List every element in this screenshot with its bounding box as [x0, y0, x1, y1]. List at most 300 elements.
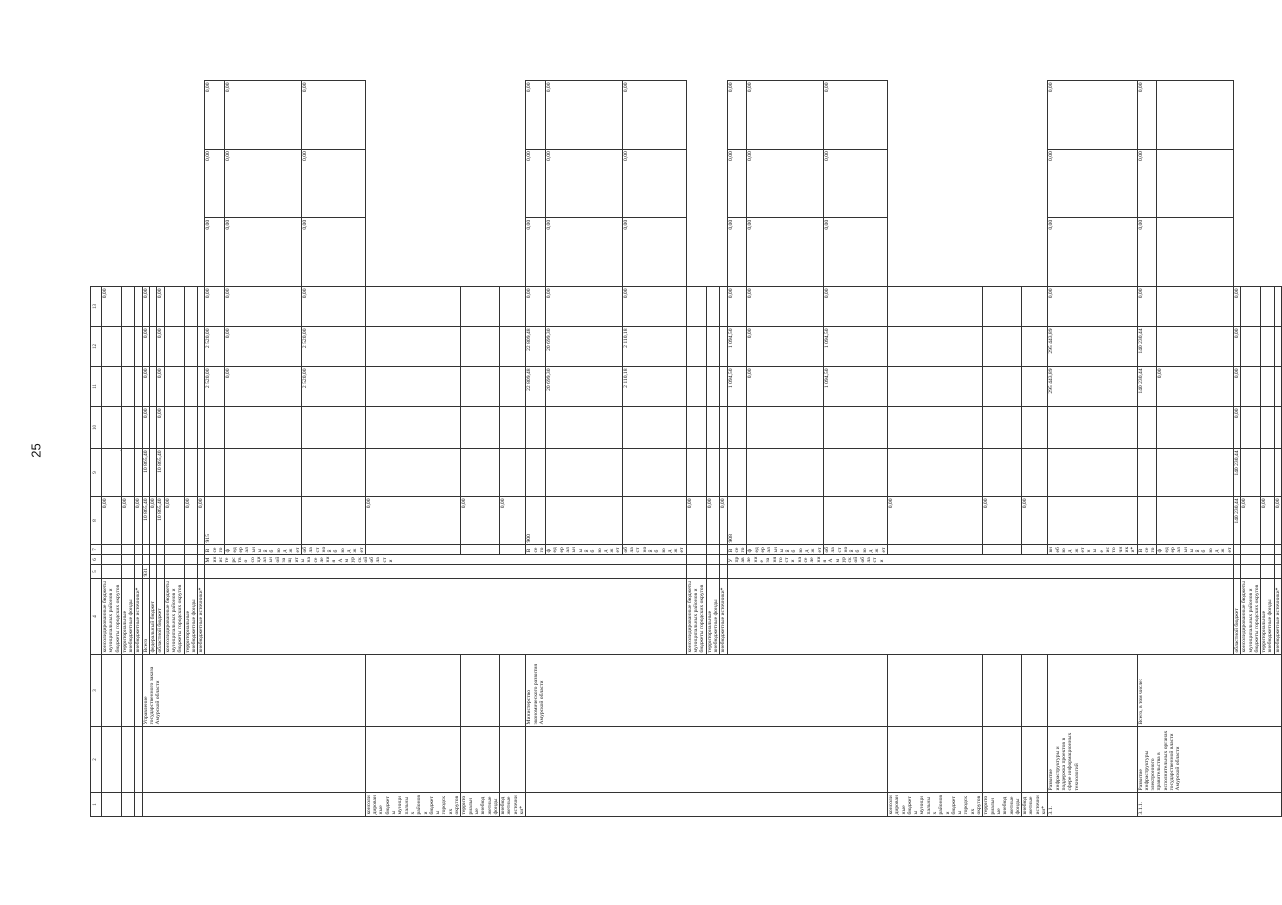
value-cell	[1261, 407, 1275, 449]
column-number: 10	[91, 407, 102, 449]
value-cell: 0,00	[823, 287, 887, 327]
value-cell: 1 094,50	[823, 367, 887, 407]
value-cell	[983, 287, 1022, 327]
value-cell	[1274, 407, 1281, 449]
table-cell	[747, 407, 824, 449]
value-cell: 140 230,44	[1137, 367, 1157, 407]
value-cell	[686, 287, 706, 327]
table-cell	[706, 555, 720, 565]
table-cell	[102, 407, 122, 449]
value-cell	[983, 407, 1022, 449]
value-cell: 0,00	[546, 81, 623, 150]
value-cell: 0,00	[225, 81, 302, 150]
table-cell	[983, 655, 1022, 727]
value-cell: 2 520,00	[205, 367, 225, 407]
table-cell	[1048, 655, 1137, 727]
value-cell: 0,00	[823, 149, 887, 218]
source-label: Всего	[1137, 545, 1157, 555]
value-cell: 0,00	[983, 497, 1022, 545]
table-cell	[135, 727, 142, 793]
table-cell	[121, 727, 135, 793]
value-cell: 295 443,89	[1048, 367, 1137, 407]
table-cell	[198, 545, 205, 555]
agency-name: Министерство социальной защиты населения Амурской области	[205, 555, 686, 565]
value-cell	[1261, 367, 1275, 407]
table-cell	[546, 449, 623, 497]
table-cell	[135, 287, 142, 327]
value-cell: 0,00	[823, 218, 887, 287]
column-number: 7	[91, 545, 102, 555]
value-cell: 0,00	[102, 497, 122, 545]
value-cell: 140 230,44	[1233, 497, 1240, 545]
value-cell	[1157, 218, 1234, 287]
value-cell: 0,00	[157, 407, 164, 449]
agency-code	[622, 497, 686, 545]
table-row	[983, 81, 1022, 817]
table-cell	[887, 545, 982, 555]
value-cell: 0,00	[1233, 367, 1240, 407]
value-cell: 2 520,00	[205, 327, 225, 367]
value-cell	[1157, 287, 1234, 327]
value-cell: 0,00	[225, 287, 302, 327]
table-cell	[1274, 555, 1281, 565]
table-cell	[121, 449, 135, 497]
value-cell	[1274, 449, 1281, 497]
table-cell	[1274, 565, 1281, 579]
value-cell: 2 110,18	[622, 367, 686, 407]
value-cell	[365, 327, 460, 367]
source-label: федеральный бюджет	[1157, 545, 1234, 555]
value-cell: 22 809,48	[526, 327, 546, 367]
value-cell: 0,00	[622, 287, 686, 327]
agency-name: Управление занятости населения Амурской области	[727, 555, 1233, 565]
value-cell	[198, 407, 205, 449]
agency-code	[198, 565, 205, 579]
value-cell: 0,00	[1137, 149, 1157, 218]
table-cell	[686, 545, 706, 555]
value-cell	[887, 327, 982, 367]
value-cell: 10 865,40	[142, 449, 149, 497]
value-cell: 0,00	[1137, 218, 1157, 287]
value-cell	[1022, 327, 1048, 367]
value-cell: 0,00	[546, 218, 623, 287]
column-number: 9	[91, 449, 102, 497]
table-cell	[526, 449, 546, 497]
source-label: внебюджетные источники*	[500, 793, 526, 817]
column-number: 1	[91, 793, 102, 817]
value-cell: 0,00	[225, 367, 302, 407]
table-cell	[1137, 449, 1157, 497]
table-cell	[1241, 545, 1261, 555]
table-cell	[121, 407, 135, 449]
value-cell	[500, 287, 526, 327]
value-cell: 0,00	[205, 287, 225, 327]
column-number: 13	[91, 287, 102, 327]
table-cell	[135, 449, 142, 497]
table-row	[887, 81, 982, 817]
table-cell	[1022, 655, 1048, 727]
table-cell	[142, 545, 149, 555]
source-label: внебюджетные источники*	[198, 579, 205, 655]
value-cell: 20 699,30	[546, 367, 623, 407]
table-cell	[706, 545, 720, 555]
value-cell: 0,00	[102, 287, 122, 327]
table-cell	[135, 367, 142, 407]
source-label: консолидированные бюджеты муниципальных районов и бюджеты городских округов	[887, 793, 982, 817]
column-number: 12	[91, 327, 102, 367]
value-cell: 0,00	[205, 218, 225, 287]
value-cell	[365, 449, 460, 497]
value-cell: 0,00	[747, 81, 824, 150]
value-cell	[720, 327, 727, 367]
column-number: 2	[91, 727, 102, 793]
value-cell: 0,00	[1137, 81, 1157, 150]
source-label: Всего	[526, 545, 546, 555]
table-cell	[301, 407, 365, 449]
value-cell: 0,00	[121, 497, 135, 545]
value-cell	[1261, 449, 1275, 497]
value-cell: 0,00	[157, 327, 164, 367]
value-cell: 0,00	[301, 287, 365, 327]
value-cell	[686, 407, 706, 449]
value-cell	[686, 449, 706, 497]
table-cell	[1048, 449, 1137, 497]
value-cell: 0,00	[1241, 497, 1261, 545]
table-row	[135, 81, 142, 817]
value-cell: 0,00	[1233, 327, 1240, 367]
value-cell	[1274, 327, 1281, 367]
value-cell: 1 094,50	[823, 327, 887, 367]
section-number: 3.1.	[1048, 793, 1137, 817]
value-cell: 2 110,18	[622, 327, 686, 367]
value-cell	[198, 449, 205, 497]
column-number: 8	[91, 497, 102, 545]
value-cell	[983, 327, 1022, 367]
value-cell	[706, 449, 720, 497]
agency-code: 931	[142, 565, 149, 579]
table-body	[91, 81, 1282, 817]
value-cell: 0,00	[727, 287, 747, 327]
value-cell	[720, 287, 727, 327]
table-row	[1022, 81, 1048, 817]
value-cell	[686, 367, 706, 407]
value-cell	[706, 407, 720, 449]
value-cell: 0,00	[500, 497, 526, 545]
value-cell: 2 520,00	[301, 327, 365, 367]
agency-code	[164, 565, 184, 579]
table-cell	[205, 449, 225, 497]
table-cell	[150, 555, 157, 565]
value-cell: 0,00	[622, 149, 686, 218]
value-cell	[150, 287, 157, 327]
agency-code	[747, 497, 824, 545]
value-cell: 0,00	[887, 497, 982, 545]
table-cell	[1261, 545, 1275, 555]
source-label: консолидированные бюджеты муниципальных районов и бюджеты городских округов	[164, 579, 184, 655]
page-number: 25	[28, 443, 44, 458]
value-cell	[1241, 407, 1261, 449]
value-cell	[184, 367, 198, 407]
value-cell: 0,00	[1048, 287, 1137, 327]
table-cell	[121, 565, 135, 579]
value-cell: 0,00	[747, 327, 824, 367]
table-cell	[1157, 407, 1234, 449]
value-cell	[1157, 81, 1234, 150]
value-cell: 0,00	[1233, 287, 1240, 327]
value-cell: 0,00	[1137, 287, 1157, 327]
empty-cell	[526, 727, 888, 793]
value-cell: 10 865,40	[142, 497, 149, 545]
source-label: территориальные внебюджетные фонды	[461, 793, 500, 817]
value-cell: 0,00	[150, 497, 157, 545]
table-cell	[102, 545, 122, 555]
table-cell	[1233, 545, 1240, 555]
value-cell: 0,00	[1048, 149, 1137, 218]
source-label: внебюджетные источники*	[720, 579, 727, 655]
table-cell	[150, 545, 157, 555]
value-cell: 0,00	[622, 218, 686, 287]
table-cell	[157, 545, 164, 555]
table-row	[461, 81, 500, 817]
value-cell	[983, 367, 1022, 407]
empty-cell	[526, 793, 888, 817]
section-name: Развитие инфраструктуры электронного правительства в исполнительных органах государственной власти Амурской области	[1137, 727, 1282, 793]
value-cell	[500, 367, 526, 407]
table-cell	[225, 407, 302, 449]
value-cell	[1274, 367, 1281, 407]
value-cell	[461, 367, 500, 407]
value-cell	[461, 407, 500, 449]
value-cell	[164, 287, 184, 327]
empty-cell	[142, 793, 365, 817]
agency-code	[157, 565, 164, 579]
value-cell	[1261, 327, 1275, 367]
table-row	[365, 81, 460, 817]
value-cell: 0,00	[184, 497, 198, 545]
value-cell: 0,00	[526, 218, 546, 287]
table-row	[1048, 81, 1137, 817]
table-row	[102, 81, 122, 817]
value-cell: 0,00	[727, 149, 747, 218]
table-cell	[461, 655, 500, 727]
value-cell	[198, 287, 205, 327]
table-cell	[727, 449, 747, 497]
table-row	[1137, 81, 1157, 817]
table-cell	[301, 449, 365, 497]
value-cell: 0,00	[720, 497, 727, 545]
table-cell	[225, 449, 302, 497]
agency-code: 908	[727, 497, 747, 545]
rotated-page	[90, 80, 1281, 817]
value-cell	[150, 327, 157, 367]
value-cell: 0,00	[225, 327, 302, 367]
value-cell: 0,00	[622, 81, 686, 150]
source-label: внебюджетные источники*	[1048, 545, 1137, 555]
table-cell	[135, 327, 142, 367]
value-cell: 140 230,44	[1233, 449, 1240, 497]
value-cell: 140 230,44	[1137, 327, 1157, 367]
value-cell	[150, 407, 157, 449]
table-cell	[184, 545, 198, 555]
table-cell	[121, 367, 135, 407]
value-cell	[365, 407, 460, 449]
value-cell	[164, 407, 184, 449]
source-label: Всего	[205, 545, 225, 555]
column-number: 5	[91, 565, 102, 579]
value-cell	[184, 407, 198, 449]
table-cell	[500, 655, 526, 727]
empty-cell	[727, 565, 1233, 579]
value-cell: 0,00	[198, 497, 205, 545]
source-label: областной бюджет	[1233, 579, 1240, 655]
agency-code	[706, 565, 720, 579]
value-cell: 0,00	[546, 149, 623, 218]
table-cell	[622, 407, 686, 449]
value-cell: 0,00	[747, 367, 824, 407]
table-cell	[1241, 565, 1261, 579]
table-cell	[983, 545, 1022, 555]
table-cell	[135, 565, 142, 579]
value-cell: 0,00	[747, 149, 824, 218]
table-cell	[102, 449, 122, 497]
table-cell	[365, 545, 460, 555]
agency-code: 915	[205, 497, 225, 545]
total-including-label: Всего, в том числе:	[1137, 655, 1282, 727]
agency-code	[686, 565, 706, 579]
value-cell	[1241, 367, 1261, 407]
value-cell	[706, 327, 720, 367]
value-cell	[461, 327, 500, 367]
table-cell	[1261, 565, 1275, 579]
value-cell	[1022, 407, 1048, 449]
table-cell	[686, 555, 706, 565]
value-cell	[1274, 287, 1281, 327]
value-cell	[184, 287, 198, 327]
value-cell	[150, 449, 157, 497]
source-label: Всего	[727, 545, 747, 555]
value-cell: 0,00	[747, 218, 824, 287]
agency-code: 900	[526, 497, 546, 545]
value-cell: 0,00	[164, 497, 184, 545]
value-cell: 0,00	[1233, 407, 1240, 449]
table-cell	[1048, 407, 1137, 449]
source-label: областной бюджет	[622, 545, 686, 555]
table-cell	[102, 555, 122, 565]
value-cell: 10 865,40	[157, 449, 164, 497]
table-cell	[102, 793, 122, 817]
table-row	[500, 81, 526, 817]
source-label: территориальные внебюджетные фонды	[983, 793, 1022, 817]
value-cell: 0,00	[546, 287, 623, 327]
value-cell	[1157, 149, 1234, 218]
value-cell: 0,00	[142, 407, 149, 449]
source-label: территориальные внебюджетные фонды	[184, 579, 198, 655]
empty-cell	[205, 579, 686, 655]
value-cell: 0,00	[205, 81, 225, 150]
agency-code	[887, 727, 982, 793]
empty-cell	[142, 727, 365, 793]
table-cell	[102, 367, 122, 407]
table-cell	[1261, 555, 1275, 565]
value-cell: 2 520,00	[301, 367, 365, 407]
value-cell: 0,00	[225, 218, 302, 287]
table-cell	[102, 655, 122, 727]
value-cell: 0,00	[526, 81, 546, 150]
section-number: 3.1.1.	[1137, 793, 1282, 817]
table-cell	[1048, 497, 1137, 545]
agency-code	[225, 497, 302, 545]
table-cell	[1233, 555, 1240, 565]
table-cell	[1022, 545, 1048, 555]
table-cell	[121, 287, 135, 327]
agency-code	[461, 727, 500, 793]
source-label: областной бюджет	[301, 545, 365, 555]
value-cell: 0,00	[142, 327, 149, 367]
value-cell	[198, 327, 205, 367]
value-cell: 0,00	[461, 497, 500, 545]
value-cell: 0,00	[1261, 497, 1275, 545]
value-cell: 0,00	[225, 149, 302, 218]
table-cell	[1137, 407, 1157, 449]
source-label: федеральный бюджет	[225, 545, 302, 555]
value-cell	[1022, 287, 1048, 327]
value-cell: 0,00	[301, 218, 365, 287]
value-cell	[1157, 327, 1234, 367]
table-cell	[135, 555, 142, 565]
column-number: 4	[91, 579, 102, 655]
table-cell	[500, 545, 526, 555]
table-cell	[135, 655, 142, 727]
source-label: Всего	[142, 579, 149, 655]
value-cell: 0,00	[1048, 218, 1137, 287]
table-cell	[184, 555, 198, 565]
column-number: 6	[91, 555, 102, 565]
source-label: внебюджетные источники*	[1022, 793, 1048, 817]
column-number: 3	[91, 655, 102, 727]
agency-name: Управление государственного заказа Амурской области	[142, 655, 365, 727]
source-label: внебюджетные источники*	[135, 579, 142, 655]
value-cell	[720, 407, 727, 449]
value-cell	[184, 327, 198, 367]
value-cell	[500, 449, 526, 497]
table-cell	[823, 449, 887, 497]
table-cell	[526, 407, 546, 449]
agency-code	[823, 497, 887, 545]
value-cell: 10 865,40	[157, 497, 164, 545]
empty-cell	[727, 579, 1233, 655]
value-cell: 22 809,48	[526, 367, 546, 407]
table-row	[142, 81, 149, 817]
agency-name: Министерство экономического развития Амурской области	[526, 655, 888, 727]
table-row	[526, 81, 546, 817]
value-cell	[887, 407, 982, 449]
value-cell	[1022, 367, 1048, 407]
empty-cell	[205, 565, 686, 579]
table-cell	[1137, 497, 1157, 545]
value-cell	[198, 367, 205, 407]
value-cell	[887, 287, 982, 327]
table-cell	[365, 655, 460, 727]
value-cell	[887, 367, 982, 407]
value-cell: 0,00	[135, 497, 142, 545]
source-label: федеральный бюджет	[747, 545, 824, 555]
value-cell	[500, 327, 526, 367]
value-cell: 0,00	[205, 149, 225, 218]
table-cell	[727, 407, 747, 449]
value-cell	[150, 367, 157, 407]
source-label: областной бюджет	[157, 579, 164, 655]
source-label: консолидированные бюджеты муниципальных районов и бюджеты городских округов	[1241, 579, 1261, 655]
